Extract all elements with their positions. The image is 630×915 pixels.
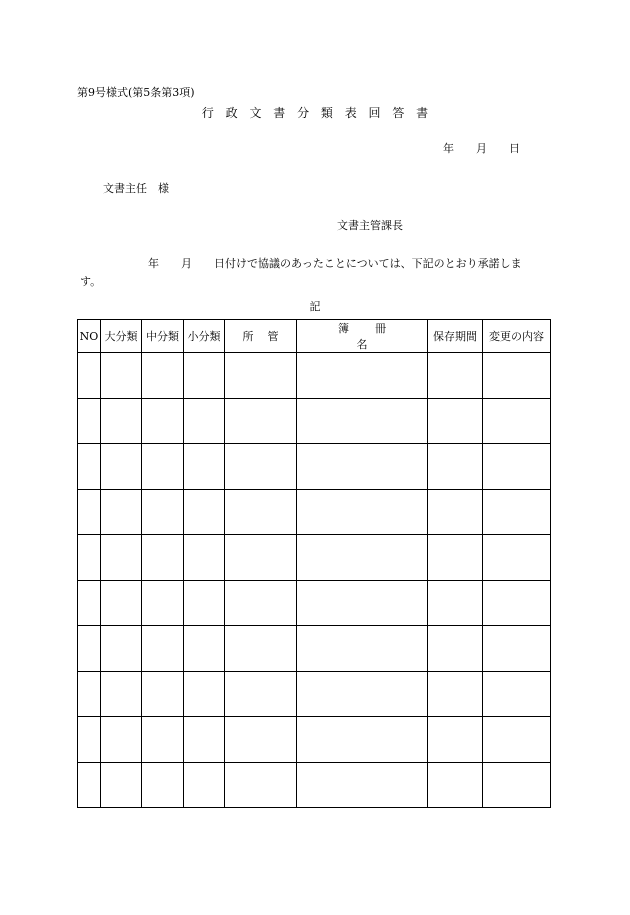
table-cell[interactable]	[483, 626, 551, 672]
table-cell[interactable]	[297, 444, 428, 490]
table-cell[interactable]	[225, 489, 297, 535]
record-table	[77, 319, 551, 808]
table-cell[interactable]	[428, 489, 483, 535]
table-cell[interactable]	[297, 717, 428, 763]
table-cell[interactable]	[297, 671, 428, 717]
table-cell[interactable]	[101, 535, 142, 581]
table-cell[interactable]	[101, 580, 142, 626]
body-year: 年	[148, 257, 159, 270]
table-cell[interactable]	[483, 671, 551, 717]
table-cell[interactable]	[184, 489, 225, 535]
table-cell[interactable]	[428, 398, 483, 444]
table-cell[interactable]	[78, 762, 101, 808]
table-cell[interactable]	[101, 717, 142, 763]
document-title: 行 政 文 書 分 類 表 回 答 書	[201, 106, 433, 120]
body-text-line1	[148, 255, 522, 271]
table-cell[interactable]	[225, 535, 297, 581]
table-cell[interactable]	[142, 444, 184, 490]
table-cell[interactable]	[483, 489, 551, 535]
table-cell[interactable]	[142, 671, 184, 717]
table-cell[interactable]	[101, 489, 142, 535]
table-cell[interactable]	[184, 444, 225, 490]
table-cell[interactable]	[184, 580, 225, 626]
table-row	[78, 762, 551, 808]
form-number: 第9号様式(第5条第3項)	[77, 86, 195, 99]
table-body	[78, 353, 551, 808]
header-minor-category: 小分類	[184, 320, 225, 353]
table-cell[interactable]	[428, 444, 483, 490]
table-row	[78, 398, 551, 444]
table-cell[interactable]	[101, 444, 142, 490]
body-month: 月	[181, 257, 192, 270]
table-cell[interactable]	[78, 626, 101, 672]
table-cell[interactable]	[225, 444, 297, 490]
table-cell[interactable]	[297, 626, 428, 672]
table-row	[78, 444, 551, 490]
table-cell[interactable]	[184, 353, 225, 399]
table-cell[interactable]	[142, 353, 184, 399]
header-retention-period: 保存期間	[428, 320, 483, 353]
table-cell[interactable]	[78, 580, 101, 626]
table-cell[interactable]	[225, 353, 297, 399]
table-cell[interactable]	[78, 717, 101, 763]
table-cell[interactable]	[101, 398, 142, 444]
header-department: 所管	[225, 320, 297, 353]
table-cell[interactable]	[225, 717, 297, 763]
table-cell[interactable]	[142, 489, 184, 535]
table-header-row	[78, 320, 551, 353]
table-cell[interactable]	[184, 671, 225, 717]
table-cell[interactable]	[483, 762, 551, 808]
date-month: 月	[476, 142, 487, 155]
table-cell[interactable]	[225, 626, 297, 672]
body-text: 日付けで協議のあったことについては、下記のとおり承諾しま	[214, 257, 522, 270]
header-major-category: 大分類	[101, 320, 142, 353]
addressee: 文書主任 様	[103, 182, 169, 195]
table-cell[interactable]	[101, 671, 142, 717]
table-row	[78, 717, 551, 763]
date-day: 日	[509, 142, 520, 155]
table-row	[78, 489, 551, 535]
table-cell[interactable]	[225, 398, 297, 444]
table-cell[interactable]	[297, 353, 428, 399]
header-change-details: 変更の内容	[483, 320, 551, 353]
table-cell[interactable]	[101, 353, 142, 399]
table-cell[interactable]	[184, 717, 225, 763]
table-cell[interactable]	[78, 489, 101, 535]
table-cell[interactable]	[483, 580, 551, 626]
table-cell[interactable]	[483, 353, 551, 399]
table-cell[interactable]	[101, 762, 142, 808]
sender: 文書主管課長	[337, 219, 403, 232]
table-cell[interactable]	[78, 444, 101, 490]
table-cell[interactable]	[225, 671, 297, 717]
table-cell[interactable]	[184, 398, 225, 444]
header-no: NO	[78, 320, 101, 353]
table-cell[interactable]	[142, 762, 184, 808]
table-cell[interactable]	[101, 626, 142, 672]
table-cell[interactable]	[297, 580, 428, 626]
table-cell[interactable]	[428, 580, 483, 626]
table-cell[interactable]	[184, 626, 225, 672]
table-cell[interactable]	[78, 535, 101, 581]
table-cell[interactable]	[142, 398, 184, 444]
table-cell[interactable]	[184, 535, 225, 581]
table-row	[78, 626, 551, 672]
table-cell[interactable]	[483, 535, 551, 581]
table-cell[interactable]	[428, 535, 483, 581]
table-cell[interactable]	[142, 580, 184, 626]
table-row	[78, 580, 551, 626]
date-year: 年	[443, 142, 454, 155]
body-text-line2: す。	[80, 275, 102, 288]
table-cell[interactable]	[78, 398, 101, 444]
header-ledger-name: 簿冊名	[297, 320, 428, 353]
table-cell[interactable]	[297, 398, 428, 444]
table-row	[78, 671, 551, 717]
table-cell[interactable]	[483, 444, 551, 490]
table-cell[interactable]	[78, 353, 101, 399]
table-cell[interactable]	[428, 626, 483, 672]
table-cell[interactable]	[142, 535, 184, 581]
ki-heading: 記	[309, 300, 321, 313]
table-cell[interactable]	[428, 717, 483, 763]
header-middle-category: 中分類	[142, 320, 184, 353]
table-cell[interactable]	[428, 762, 483, 808]
table-cell[interactable]	[142, 717, 184, 763]
table-cell[interactable]	[483, 398, 551, 444]
table-cell[interactable]	[184, 762, 225, 808]
table-cell[interactable]	[483, 717, 551, 763]
table-cell[interactable]	[142, 626, 184, 672]
table-cell[interactable]	[428, 671, 483, 717]
table-cell[interactable]	[297, 535, 428, 581]
table-cell[interactable]	[225, 580, 297, 626]
table-row	[78, 535, 551, 581]
date-line	[443, 140, 520, 156]
table-cell[interactable]	[297, 489, 428, 535]
table-cell[interactable]	[225, 762, 297, 808]
table-cell[interactable]	[428, 353, 483, 399]
table-row	[78, 353, 551, 399]
table-cell[interactable]	[297, 762, 428, 808]
table-cell[interactable]	[78, 671, 101, 717]
